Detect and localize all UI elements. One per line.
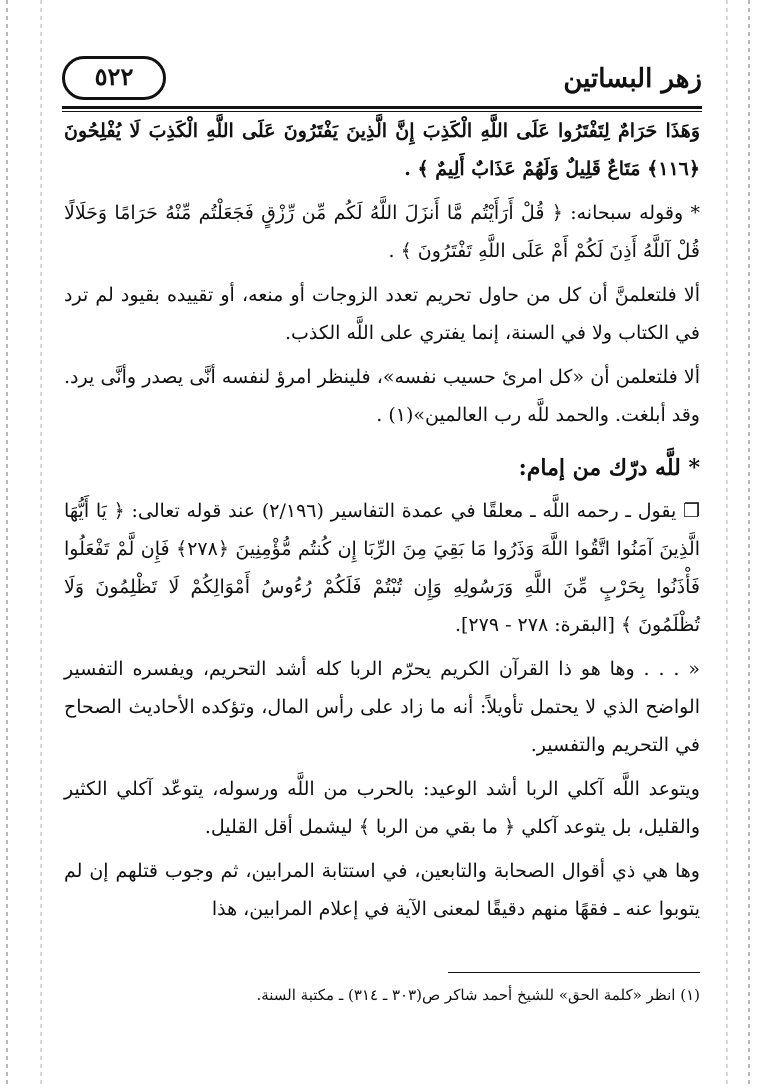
paragraph: * وقوله سبحانه: ﴿ قُلْ أَرَأَيْتُم مَّا أَنزَلَ اللَّهُ لَكُم مِّن رِّزْقٍ فَجَعَلْتُم مِّنْهُ حَرَامًا وَحَلَالًا قُلْ آللَّهُ أَذِنَ لَكُمْ أَمْ عَلَى اللَّهِ تَفْتَرُونَ ﴾ . xyxy=(64,202,700,262)
paragraph: ويتوعد اللَّه آكلي الربا أشد الوعيد: بالحرب من اللَّه ورسوله، يتوعّد آكلي الكثير والقليل، بل يتوعد آكلي ﴿ ما بقي من الربا ﴾ ليشمل أقل القليل. xyxy=(64,778,700,838)
page-number: ٥٢٢ xyxy=(62,56,166,100)
paragraph: ألا فلتعلمنَّ أن كل من حاول تحريم تعدد الزوجات أو منعه، أو تقييده بقيود لم ترد في الكتاب ولا في السنة، إنما يفتري على اللَّه الكذب. xyxy=(64,284,700,344)
page-edge-left-inner xyxy=(40,0,42,1088)
paragraph: ❐ يقول ـ رحمه اللَّه ـ معلقًا في عمدة التفاسير (٢/١٩٦) عند قوله تعالى: ﴿ يَا أَيُّهَا الَّذِينَ آمَنُوا اتَّقُوا اللَّهَ وَذَرُوا مَا بَقِيَ مِنَ الرِّبَا إِن كُنتُم مُّؤْمِنِينَ ﴿٢٧٨﴾ فَإِن لَّمْ تَفْعَلُوا فَأْذَنُوا بِحَرْبٍ مِّنَ اللَّهِ وَرَسُولِهِ وَإِن تُبْتُمْ فَلَكُمْ رُءُوسُ أَمْوَالِكُمْ لَا تَظْلِمُونَ وَلَا تُظْلَمُونَ ﴾ [البقرة: ٢٧٨ - ٢٧٩]. xyxy=(64,500,700,636)
page-edge-right-inner xyxy=(726,0,728,1088)
main-text xyxy=(64,112,700,928)
book-title: زهر البساتين xyxy=(563,64,702,94)
page-edge-right xyxy=(748,0,750,1088)
section-heading: * للَّه درّك من إمام: xyxy=(518,455,700,481)
paragraph: وها هي ذي أقوال الصحابة والتابعين، في استتابة المرابين، ثم وجوب قتلهم إن لم يتوبوا عنه ـ فقهًا منهم دقيقًا لمعنى الآية في إعلام المرابين، هذا xyxy=(64,860,700,920)
footnote-rule xyxy=(448,972,700,973)
paragraph: « . . . وها هو ذا القرآن الكريم يحرّم الربا كله أشد التحريم، ويفسره التفسير الواضح الذي لا يحتمل تأويلاً: أنه ما زاد على رأس المال، وتؤكده الأحاديث الصحاح في التحريم والتفسير. xyxy=(64,658,700,756)
page-edge-left xyxy=(6,0,8,1088)
page-header xyxy=(62,50,702,106)
quran-verse-paragraph: وَهَذَا حَرَامٌ لِتَفْتَرُوا عَلَى اللَّهِ الْكَذِبَ إِنَّ الَّذِينَ يَفْتَرُونَ عَلَى اللَّهِ الْكَذِبَ لَا يُفْلِحُونَ ﴿١١٦﴾ مَتَاعٌ قَلِيلٌ وَلَهُمْ عَذَابٌ أَلِيمٌ ﴾ . xyxy=(64,120,700,180)
paragraph: ألا فلتعلمن أن «كل امرئ حسيب نفسه»، فلينظر امرؤ لنفسه أنَّى يصدر وأنَّى يرد. وقد أبلغت. والحمد للَّه رب العالمين»(١) . xyxy=(64,366,700,426)
footnote: (١) انظر «كلمة الحق» للشيخ أحمد شاكر ص(٣٠٣ ـ ٣١٤) ـ مكتبة السنة. xyxy=(256,986,700,1004)
header-rule xyxy=(62,106,702,109)
